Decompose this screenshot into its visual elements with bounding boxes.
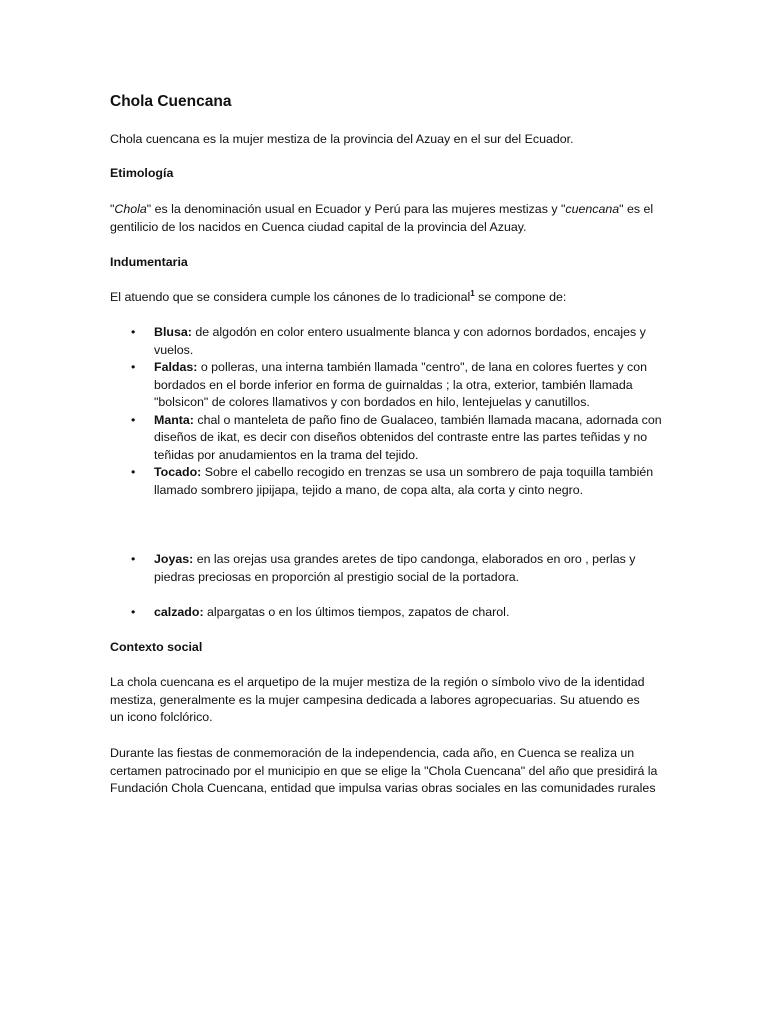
bullet-icon: • xyxy=(131,552,136,566)
list-item-manta xyxy=(110,412,670,465)
contexto-paragraph-1: La chola cuencana es el arquetipo de la mujer mestiza de la región o símbolo vivo de la identidad mestiza, generalmente es la mujer campesina dedicada a labores agropecuarias. Su atuendo es un icono folclórico. xyxy=(110,675,645,724)
attire-list-joyas xyxy=(110,551,670,586)
lead-text-end: se compone de: xyxy=(474,290,567,304)
bullet-icon: • xyxy=(131,412,136,427)
list-item-joyas xyxy=(110,551,670,586)
list-item-calzado xyxy=(110,604,670,622)
quote-open: " xyxy=(110,202,115,216)
etimologia-paragraph xyxy=(110,201,655,236)
item-label: Tocado: xyxy=(154,465,202,479)
indumentaria-heading: Indumentaria xyxy=(110,255,188,269)
item-label: calzado: xyxy=(154,605,204,619)
lead-text: El atuendo que se considera cumple los cánones de lo tradicional xyxy=(110,290,471,304)
list-item-blusa xyxy=(110,324,670,359)
item-label: Blusa: xyxy=(154,325,192,339)
contexto-paragraph-2: Durante las fiestas de conmemoración de la independencia, cada año, en Cuenca se realiza un certamen patrocinado por el municipio en que se elige la "Chola Cuencana" del año que presidirá la Fundación Chola Cuencana, entidad que impulsa varias obras sociales en las comunidades rurales xyxy=(110,746,658,795)
intro-paragraph: Chola cuencana es la mujer mestiza de la provincia del Azuay en el sur del Ecuador. xyxy=(110,132,574,146)
item-text: en las orejas usa grandes aretes de tipo candonga, elaborados en oro , perlas y piedras preciosas en proporción al prestigio social de la portadora. xyxy=(154,552,636,584)
term-chola: Chola xyxy=(114,202,147,216)
list-item-faldas xyxy=(110,359,670,412)
etimologia-heading: Etimología xyxy=(110,166,174,180)
item-text: Sobre el cabello recogido en trenzas se usa un sombrero de paja toquilla también llamado sombrero jipijapa, tejido a mano, de copa alta, ala corta y cinto negro. xyxy=(154,465,654,497)
item-label: Joyas: xyxy=(154,552,194,566)
term-cuencana: cuencana xyxy=(565,202,620,216)
item-text: chal o manteleta de paño fino de Gualaceo, también llamada macana, adornada con diseños de ikat, es decir con diseños obtenidos del contraste entre las partes teñidas y no teñidas por anudamientos en la trama del tejido. xyxy=(154,412,662,462)
item-text: de algodón en color entero usualmente blanca y con adornos bordados, encajes y vuelos. xyxy=(154,325,646,357)
attire-list xyxy=(110,324,670,499)
bullet-icon: • xyxy=(131,360,136,374)
bullet-icon: • xyxy=(131,465,136,479)
list-item-tocado xyxy=(110,464,670,499)
footnote-marker: 1 xyxy=(470,289,475,298)
item-label: Faldas: xyxy=(154,360,198,374)
etimologia-text-mid: " es la denominación usual en Ecuador y Perú para las mujeres mestizas y " xyxy=(146,202,566,216)
bullet-icon: • xyxy=(131,325,136,339)
bullet-icon: • xyxy=(131,605,136,619)
contexto-heading: Contexto social xyxy=(110,640,203,654)
indumentaria-lead xyxy=(110,289,566,307)
attire-list-calzado xyxy=(110,604,670,622)
etimologia-text-rest: " es el gentilicio de los nacidos en Cuenca ciudad capital de la provincia del Azuay. xyxy=(110,202,654,234)
item-text: alpargatas o en los últimos tiempos, zapatos de charol. xyxy=(203,605,510,619)
item-label: Manta: xyxy=(154,412,194,427)
page-title: Chola Cuencana xyxy=(110,93,232,110)
item-text: o polleras, una interna también llamada "centro", de lana en colores fuertes y con bordados en el borde inferior en forma de guirnaldas ; la otra, exterior, también llamada "bolsicon" de colores llamativos y con bordados en hilo, lentejuelas y canutillos. xyxy=(154,360,648,409)
